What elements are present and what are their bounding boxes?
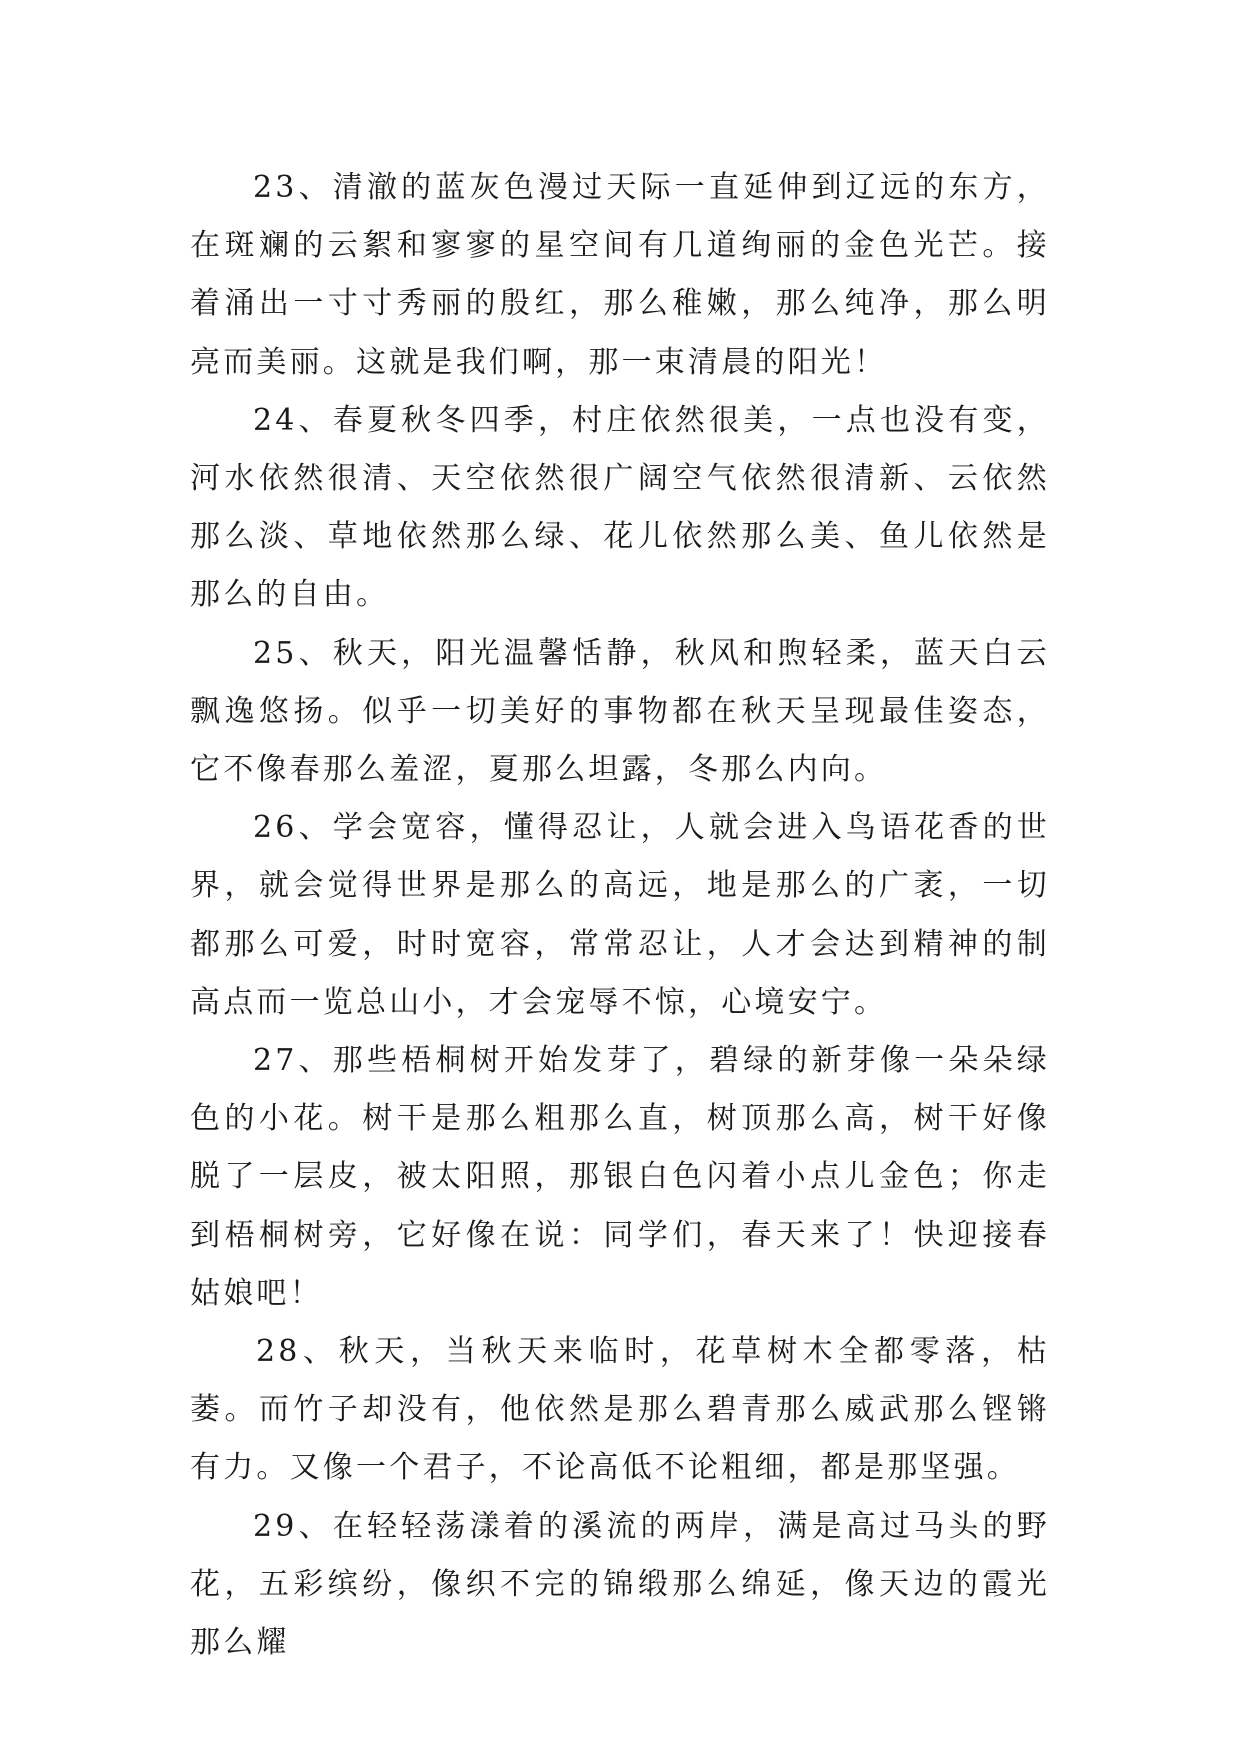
paragraph-24: 24、春夏秋冬四季，村庄依然很美，一点也没有变，河水依然很清、天空依然很广阔空气依然很清新、云依然那么淡、草地依然那么绿、花儿依然那么美、鱼儿依然是那么的自由。 bbox=[190, 402, 1050, 613]
text-body bbox=[190, 159, 1050, 1672]
paragraph-23: 23、清澈的蓝灰色漫过天际一直延伸到辽远的东方，在斑斓的云絮和寥寥的星空间有几道绚丽的金色光芒。接着涌出一寸寸秀丽的殷红，那么稚嫩，那么纯净，那么明亮而美丽。这就是我们啊，那一束清晨的阳光！ bbox=[190, 170, 1050, 380]
paragraph-25: 25、秋天，阳光温馨恬静，秋风和煦轻柔，蓝天白云飘逸悠扬。似乎一切美好的事物都在秋天呈现最佳姿态，它不像春那么羞涩，夏那么坦露，冬那么内向。 bbox=[190, 635, 1050, 788]
paragraph-28: 28、秋天，当秋天来临时，花草树木全都零落，枯萎。而竹子却没有，他依然是那么碧青那么威武那么铿锵有力。又像一个君子，不论高低不论粗细，都是那坚强。 bbox=[190, 1334, 1050, 1486]
paragraph-26: 26、学会宽容，懂得忍让，人就会进入鸟语花香的世界，就会觉得世界是那么的高远，地是那么的广袤，一切都那么可爱，时时宽容，常常忍让，人才会达到精神的制高点而一览总山小，才会宠辱不惊，心境安宁。 bbox=[190, 810, 1050, 1020]
paragraph-27: 27、那些梧桐树开始发芽了，碧绿的新芽像一朵朵绿色的小花。树干是那么粗那么直，树顶那么高，树干好像脱了一层皮，被太阳照，那银白色闪着小点儿金色；你走到梧桐树旁，它好像在说：同学们，春天来了！快迎接春姑娘吧！ bbox=[190, 1043, 1050, 1311]
paragraph-29: 29、在轻轻荡漾着的溪流的两岸，满是高过马头的野花，五彩缤纷，像织不完的锦缎那么绵延，像天边的霞光那么耀 bbox=[190, 1508, 1050, 1661]
